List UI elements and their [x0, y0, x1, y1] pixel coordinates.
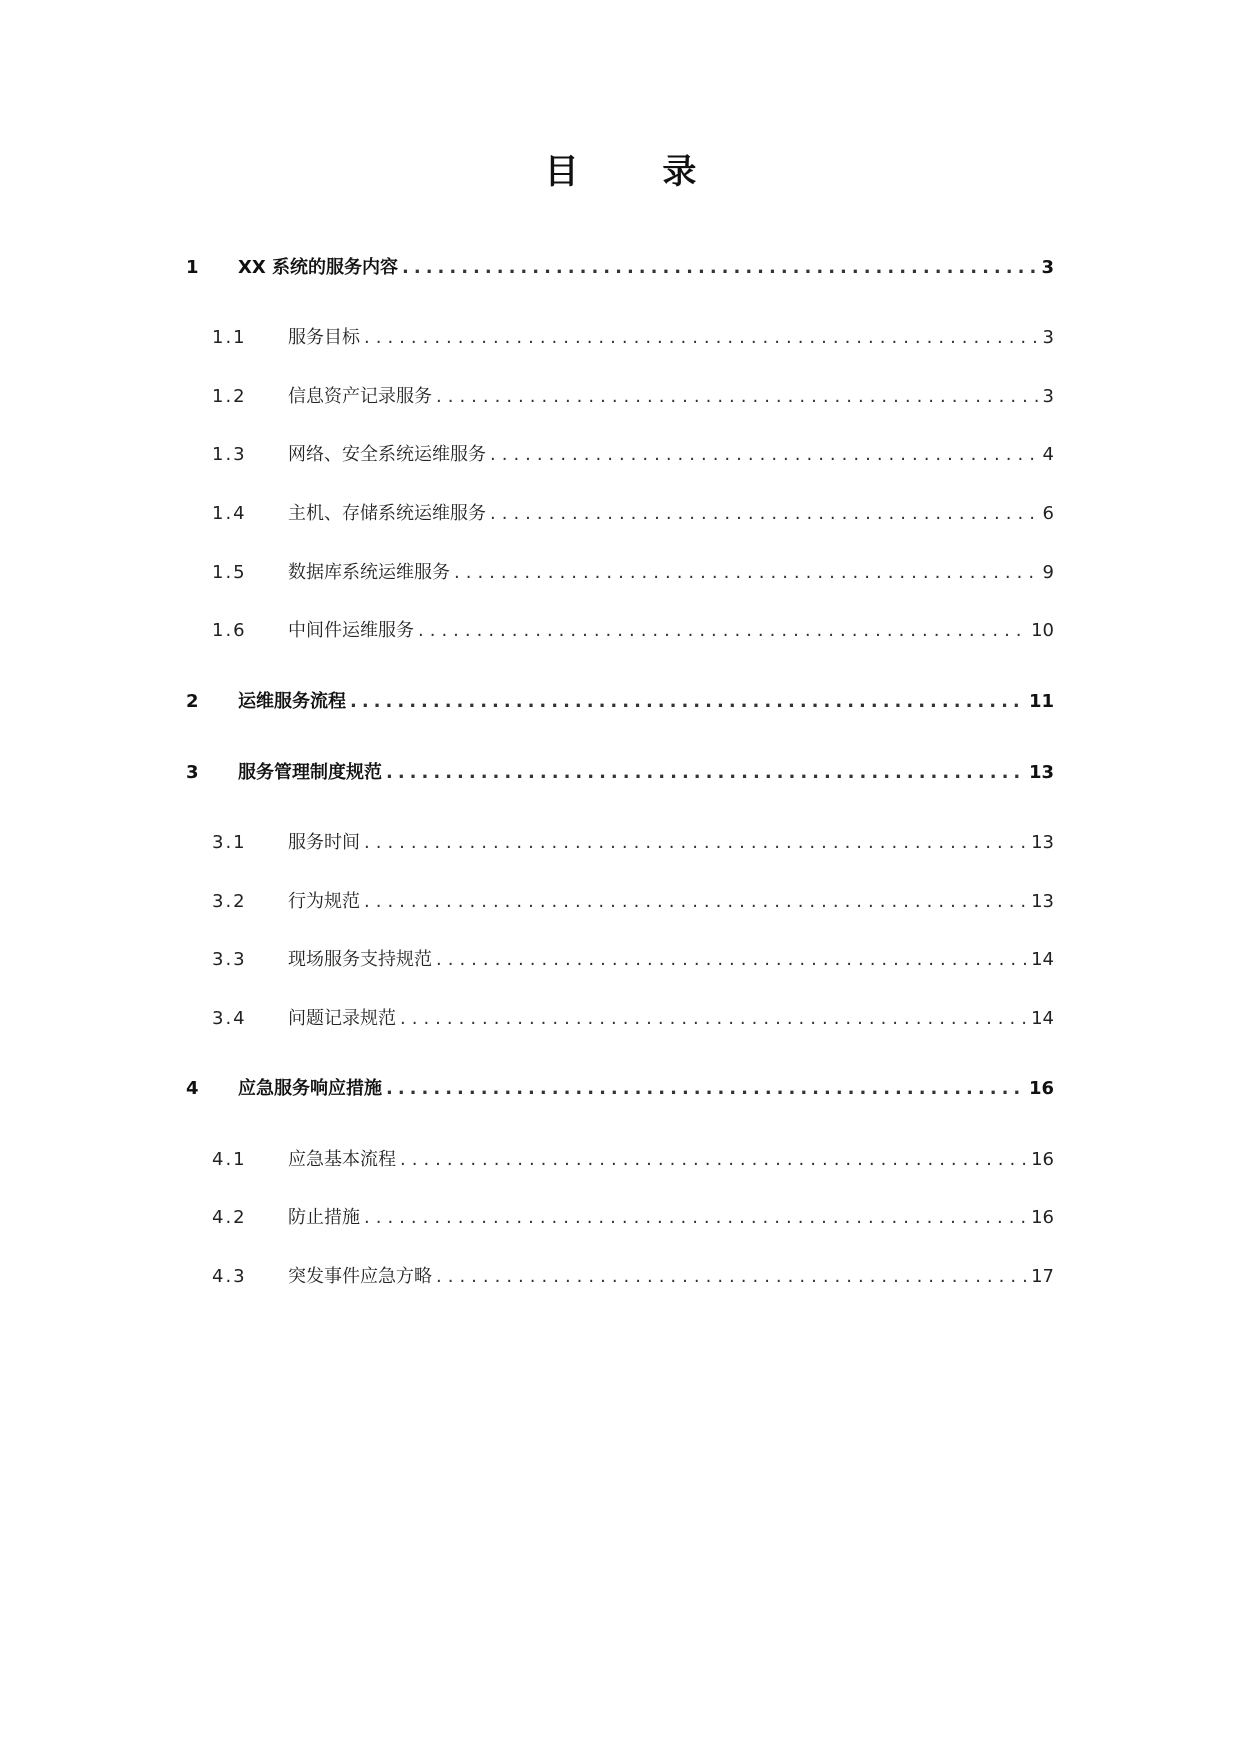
toc-entry-1-5[interactable]: [186, 559, 1054, 587]
toc-page-number: 13: [1031, 832, 1054, 853]
toc-entry-3-2[interactable]: [186, 888, 1054, 916]
toc-number: 4.2: [212, 1207, 247, 1228]
toc-title: 现场服务支持规范: [288, 949, 432, 970]
toc-page-number: 14: [1031, 949, 1054, 970]
toc-page-number: 3: [1042, 386, 1054, 407]
toc-title: 主机、存储系统运维服务: [288, 503, 486, 524]
toc-entry-4-1[interactable]: [186, 1146, 1054, 1174]
toc-entry-1[interactable]: [186, 254, 1054, 282]
toc-number: 1.1: [212, 327, 247, 348]
toc-number: 1.2: [212, 386, 247, 407]
toc-title: 服务时间: [288, 832, 360, 853]
dot-leader: [364, 324, 1039, 352]
toc-page-number: 13: [1031, 891, 1054, 912]
toc-number: 3.3: [212, 949, 247, 970]
dot-leader: [364, 829, 1027, 857]
toc-page-number: 11: [1028, 691, 1054, 712]
toc-title: 突发事件应急方略: [288, 1266, 432, 1287]
toc-number: 1: [186, 257, 199, 278]
toc-page-number: 16: [1031, 1149, 1054, 1170]
toc-title: 应急服务响应措施: [238, 1078, 382, 1099]
toc-number: 4: [186, 1078, 199, 1099]
toc-entry-4-3[interactable]: [186, 1263, 1054, 1291]
toc-entry-3-4[interactable]: [186, 1005, 1054, 1033]
toc-entry-3-1[interactable]: [186, 829, 1054, 857]
toc-title: 数据库系统运维服务: [288, 562, 450, 583]
toc-entry-1-3[interactable]: [186, 441, 1054, 469]
toc-page-number: 17: [1031, 1266, 1054, 1287]
dot-leader: [436, 383, 1039, 411]
toc-entry-1-6[interactable]: [186, 617, 1054, 645]
dot-leader: [364, 1204, 1027, 1232]
dot-leader: [436, 946, 1027, 974]
toc-page-number: 3: [1042, 327, 1054, 348]
dot-leader: [454, 559, 1039, 587]
toc-number: 3.2: [212, 891, 247, 912]
toc-title: 问题记录规范: [288, 1008, 396, 1029]
toc-number: 4.3: [212, 1266, 247, 1287]
dot-leader: [386, 1075, 1025, 1103]
toc-page-number: 16: [1028, 1078, 1054, 1099]
toc-page-number: 13: [1028, 762, 1054, 783]
toc-entry-4[interactable]: [186, 1075, 1054, 1103]
toc-title: 防止措施: [288, 1207, 360, 1228]
toc-number: 3.4: [212, 1008, 247, 1029]
toc-number: 1.3: [212, 444, 247, 465]
dot-leader: [350, 688, 1025, 716]
toc-title: 中间件运维服务: [288, 620, 414, 641]
toc-entry-4-2[interactable]: [186, 1204, 1054, 1232]
toc-title: 信息资产记录服务: [288, 386, 432, 407]
toc-entry-1-1[interactable]: [186, 324, 1054, 352]
toc-title: 运维服务流程: [238, 691, 346, 712]
toc-number: 1.6: [212, 620, 247, 641]
dot-leader: [364, 888, 1027, 916]
toc-number: 3: [186, 762, 199, 783]
toc-entry-2[interactable]: [186, 688, 1054, 716]
toc-number: 1.5: [212, 562, 247, 583]
toc-title: XX 系统的服务内容: [238, 257, 399, 278]
dot-leader: [386, 759, 1025, 787]
toc-page-number: 16: [1031, 1207, 1054, 1228]
toc-entry-1-2[interactable]: [186, 383, 1054, 411]
toc-number: 2: [186, 691, 199, 712]
toc-number: 3.1: [212, 832, 247, 853]
dot-leader: [490, 441, 1039, 469]
toc-title: 服务管理制度规范: [238, 762, 382, 783]
toc-title: 网络、安全系统运维服务: [288, 444, 486, 465]
dot-leader: [418, 617, 1027, 645]
toc-page-number: 4: [1042, 444, 1054, 465]
dot-leader: [400, 1005, 1027, 1033]
toc-page-number: 14: [1031, 1008, 1054, 1029]
toc-entry-3-3[interactable]: [186, 946, 1054, 974]
toc-page-number: 10: [1031, 620, 1054, 641]
toc-entry-1-4[interactable]: [186, 500, 1054, 528]
toc-entry-3[interactable]: [186, 759, 1054, 787]
dot-leader: [402, 254, 1037, 282]
toc-page-number: 6: [1042, 503, 1054, 524]
toc-page-number: 3: [1041, 257, 1054, 278]
toc-title: 服务目标: [288, 327, 360, 348]
toc-number: 4.1: [212, 1149, 247, 1170]
dot-leader: [400, 1146, 1027, 1174]
toc-page-number: 9: [1042, 562, 1054, 583]
toc-title: 行为规范: [288, 891, 360, 912]
dot-leader: [490, 500, 1039, 528]
toc-number: 1.4: [212, 503, 247, 524]
toc-title: 应急基本流程: [288, 1149, 396, 1170]
page-title: 目 录: [544, 152, 733, 192]
dot-leader: [436, 1263, 1027, 1291]
